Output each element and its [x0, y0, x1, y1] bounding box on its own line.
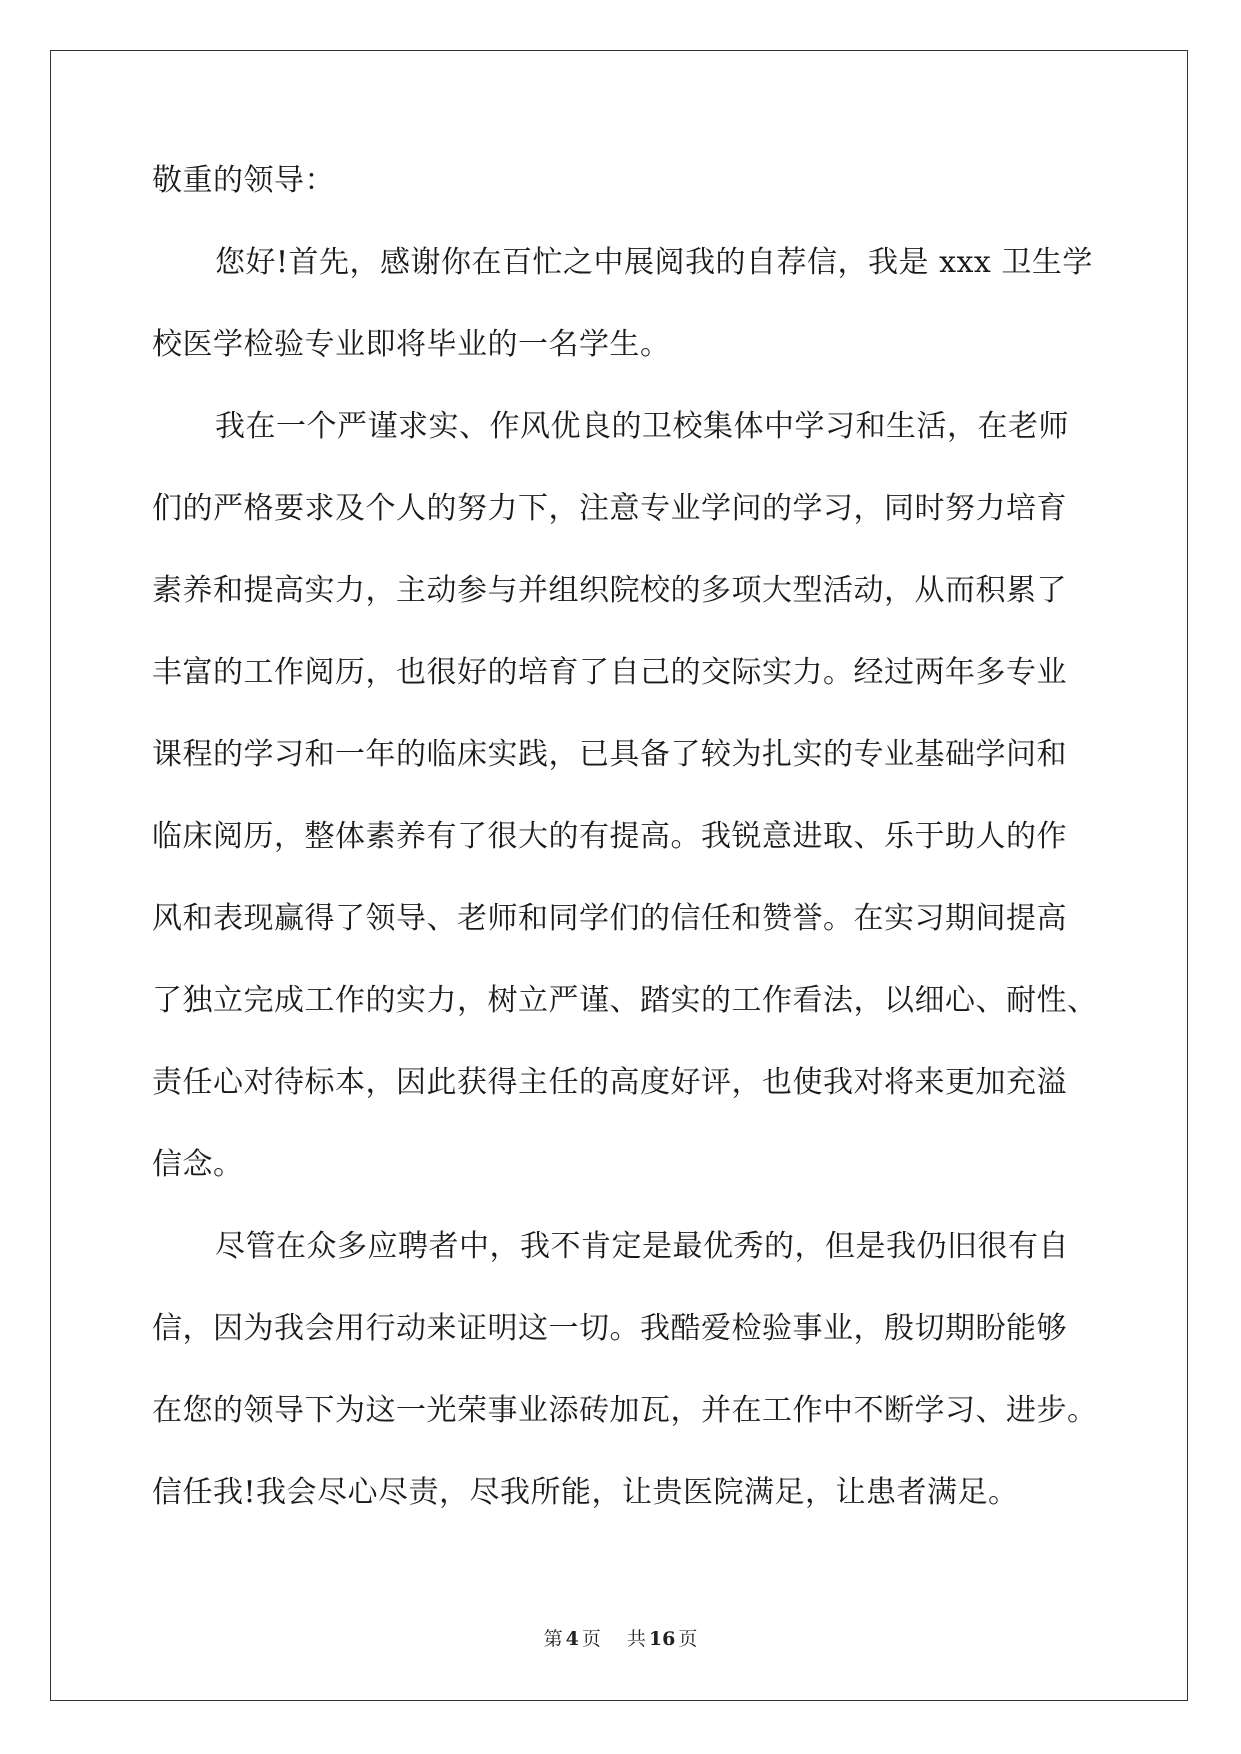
current-page-number: 4 — [565, 1628, 579, 1650]
letter-body — [152, 163, 1098, 1560]
total-prefix: 共 — [626, 1628, 646, 1650]
text-line: 在您的领导下为这一光荣事业添砖加瓦，并在工作中不断学习、进步。 — [152, 1393, 1098, 1428]
text-line: 风和表现赢得了领导、老师和同学们的信任和赞誉。在实习期间提高 — [152, 901, 1067, 936]
total-suffix: 页 — [678, 1628, 698, 1650]
page-footer — [0, 1628, 1241, 1650]
text-line: 我在一个严谨求实、作风优良的卫校集体中学习和生活，在老师 — [215, 409, 1069, 444]
text-line: 校医学检验专业即将毕业的一名学生。 — [152, 327, 671, 362]
page-prefix: 第 — [543, 1628, 563, 1650]
text-line: 尽管在众多应聘者中，我不肯定是最优秀的，但是我仍旧很有自 — [215, 1229, 1069, 1264]
text-line: 信念。 — [152, 1147, 244, 1182]
text-line: 信，因为我会用行动来证明这一切。我酷爱检验事业，殷切期盼能够 — [152, 1311, 1067, 1346]
text-line: 课程的学习和一年的临床实践，已具备了较为扎实的专业基础学问和 — [152, 737, 1067, 772]
text-line: 们的严格要求及个人的努力下，注意专业学问的学习，同时努力培育 — [152, 491, 1067, 526]
text-line: 素养和提高实力，主动参与并组织院校的多项大型活动，从而积累了 — [152, 573, 1067, 608]
text-line: 临床阅历，整体素养有了很大的有提高。我锐意进取、乐于助人的作 — [152, 819, 1067, 854]
text-line: 丰富的工作阅历，也很好的培育了自己的交际实力。经过两年多专业 — [152, 655, 1067, 690]
text-line: 责任心对待标本，因此获得主任的高度好评，也使我对将来更加充溢 — [152, 1065, 1067, 1100]
text-line: 了独立完成工作的实力，树立严谨、踏实的工作看法，以细心、耐性、 — [152, 983, 1098, 1018]
text-line: 信任我!我会尽心尽责，尽我所能，让贵医院满足，让患者满足。 — [152, 1475, 1019, 1510]
text-line: 您好!首先，感谢你在百忙之中展阅我的自荐信，我是 xxx 卫生学 — [215, 245, 1093, 280]
total-page-number: 16 — [648, 1628, 676, 1650]
salutation-line: 敬重的领导： — [152, 163, 335, 198]
page-suffix: 页 — [581, 1628, 601, 1650]
